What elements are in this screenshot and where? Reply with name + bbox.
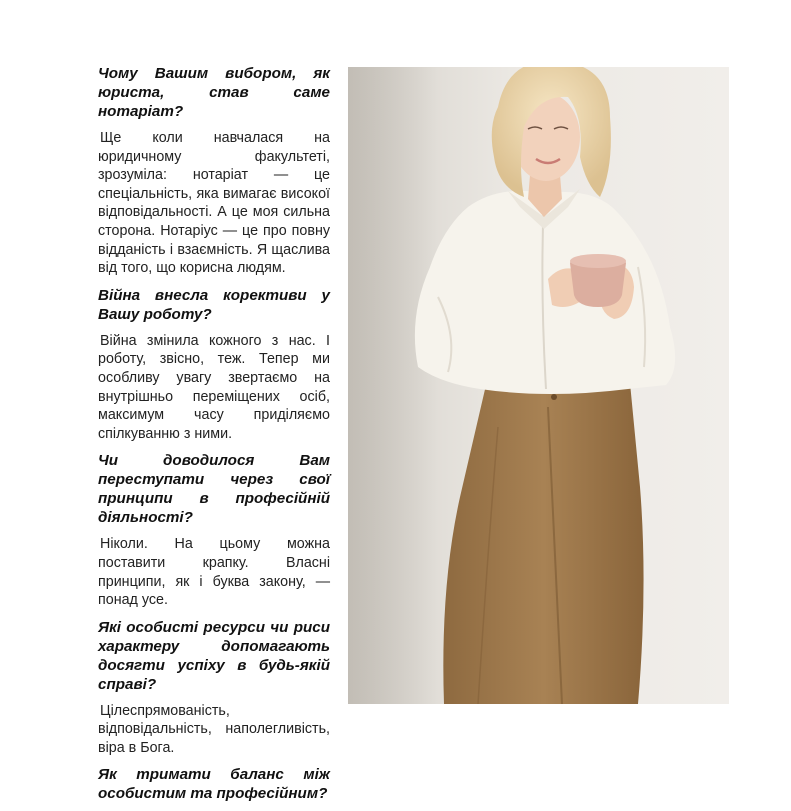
interview-answer: Ніколи. На цьому можна поставити крапку. Власні принципи, як і буква закону, — понад усе.: [98, 536, 330, 609]
interview-question: Війна внесла корективи у Вашу роботу?: [98, 286, 330, 323]
interview-answer: Цілеспрямованість, відповідальність, наполегливість, віра в Бога.: [98, 702, 330, 756]
trouser-button: [551, 394, 557, 400]
interview-question: Чому Вашим вибором, як юриста, став саме нотаріат?: [98, 65, 330, 120]
portrait-photo: [348, 67, 729, 704]
qa-block: [98, 451, 330, 609]
interview-question: Як тримати баланс між особистим та професійним?: [98, 766, 330, 803]
qa-block: [98, 765, 330, 803]
interview-question: Які особисті ресурси чи риси характеру допомагають досягти успіху в будь-якій справі?: [98, 618, 330, 693]
interview-question: Чи доводилося Вам переступати через свої принципи в професійній діяльності?: [98, 452, 330, 527]
qa-block: [98, 618, 330, 758]
interview-answer: Ще коли навчалася на юридичному факультеті, зрозуміла: нотаріат — це спеціальність, яка вимагає високої відповідальності. А це моя сильна сторона. Нотаріус — це про повну відданість і взаємність. Я щаслива від того, що корисна людям.: [98, 130, 330, 277]
interview-answer: Війна змінила кожного з нас. І роботу, звісно, теж. Тепер ми особливу увагу звертаємо на внутрішньо переміщених осіб, максимум часу приділяємо спілкуванню з ними.: [98, 332, 330, 442]
article-column: [98, 64, 330, 811]
qa-block: [98, 286, 330, 444]
wall-shadow: [348, 67, 438, 704]
qa-block: [98, 64, 330, 278]
